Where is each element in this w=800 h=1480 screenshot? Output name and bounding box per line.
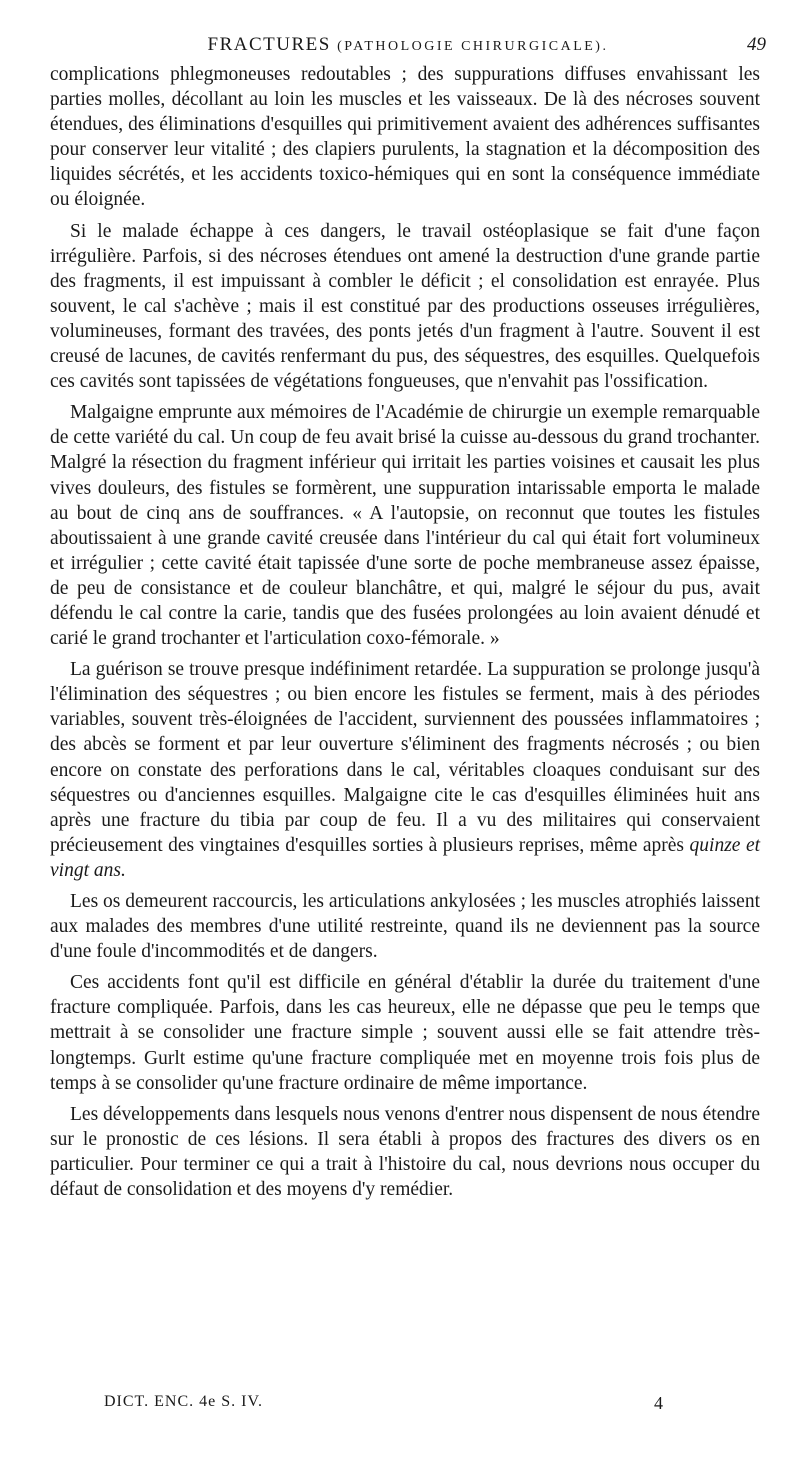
header-subtitle: (PATHOLOGIE CHIRURGICALE). (337, 39, 609, 54)
paragraph-7: Les développements dans lesquels nous venons d'entrer nous dispensent de nous étendre sur le pronostic de ces lésions. Il sera établi à propos des fractures des divers os en particulier. Pour terminer ce qui a trait à l'histoire du cal, nous devrions nous occuper du défaut de consolidation et des moyens d'y remédier. (50, 1103, 760, 1201)
page-body (50, 62, 760, 1208)
page-number: 49 (747, 34, 766, 55)
paragraph-1: complications phlegmoneuses redoutables ; des suppurations diffuses envahissant les parties molles, décollant au loin les muscles et les vaisseaux. De là des nécroses souvent étendues, des éliminations d'esquilles qui primitivement avaient des adhérences suffisantes pour conserver leur vitalité ; des clapiers purulents, la stagnation et la décomposition des liquides sécrétés, et les accidents toxico-hémiques qui en sont la conséquence immédiate ou éloignée. (50, 64, 760, 211)
footer-sheet-number: 4 (654, 1393, 664, 1413)
paragraph-4 (50, 657, 760, 883)
paragraph-5: Les os demeurent raccourcis, les articulations ankylosées ; les muscles atrophiés laissent aux malades des membres d'une utilité restreinte, quand ils ne deviennent pas la source d'une foule d'incommodités et de dangers. (50, 891, 760, 963)
header-title: FRACTURES (207, 34, 331, 55)
paragraph-4-italic: quinze et vingt ans. (50, 834, 761, 881)
footer-signature: DICT. ENC. 4e S. IV. (104, 1393, 263, 1410)
page-footer (104, 1393, 664, 1417)
paragraph-3: Malgaigne emprunte aux mémoires de l'Académie de chirurgie un exemple remarquable de cette variété du cal. Un coup de feu avait brisé la cuisse au-dessous du grand trochanter. Malgré la résection du fragment inférieur qui irritait les parties voisines et causait les plus vives douleurs, des fistules se formèrent, une suppuration intarissable emporta le malade au bout de cinq ans de souffrances. « A l'autopsie, on reconnut que toutes les fistules aboutissaient à une grande cavité creusée dans l'intérieur du cal qui était fort volumineux et irrégulier ; cette cavité était tapissée d'une sorte de poche membraneuse assez épaisse, de peu de consistance et de couleur blanchâtre, et qui, malgré le séjour du pus, avait défendu le cal contre la carie, tandis que des fusées prolongées au loin avaient dénudé et carié le grand trochanter et l'articulation coxo-fémorale. » (50, 402, 760, 650)
running-title (50, 34, 766, 56)
paragraph-6: Ces accidents font qu'il est difficile en général d'établir la durée du traitement d'une fracture compliquée. Parfois, dans les cas heureux, elle ne dépasse que peu le temps que mettrait à se consolider une fracture simple ; souvent aussi elle se fait attendre très-longtemps. Gurlt estime qu'une fracture compliquée met en moyenne trois fois plus de temps à se consolider qu'une fracture ordinaire de même importance. (50, 972, 760, 1094)
paragraph-2: Si le malade échappe à ces dangers, le travail ostéoplasique se fait d'une façon irrégulière. Parfois, si des nécroses étendues ont amené la destruction d'une grande partie des fragments, il est impuissant à combler le déficit ; el consolidation est enrayée. Plus souvent, le cal s'achève ; mais il est constitué par des productions osseuses irrégulières, volumineuses, formant des travées, des ponts jetés d'un fragment à l'autre. Souvent il est creusé de lacunes, de cavités renfermant du pus, des séquestres, des esquilles. Quelquefois ces cavités sont tapissées de végétations fongueuses, que n'envahit pas l'ossification. (50, 220, 760, 393)
running-header (50, 30, 766, 60)
paragraph-4-text: La guérison se trouve presque indéfiniment retardée. La suppuration se prolonge jusqu'à l'élimination des séquestres ; ou bien encore les fistules se ferment, mais à des périodes variables, souvent très-éloignées de l'accident, surviennent des poussées inflammatoires ; des abcès se forment et par leur ouverture s'éliminent des fragments nécrosés ; ou bien encore on constate des perforations dans le cal, véritables cloaques conduisant sur des séquestres ou d'anciennes esquilles. Malgaigne cite le cas d'esquilles éliminées huit ans après une fracture du tibia par coup de feu. Il a vu des militaires qui conservaient précieusement des vingtaines d'esquilles sorties à plusieurs reprises, même après (50, 659, 760, 856)
